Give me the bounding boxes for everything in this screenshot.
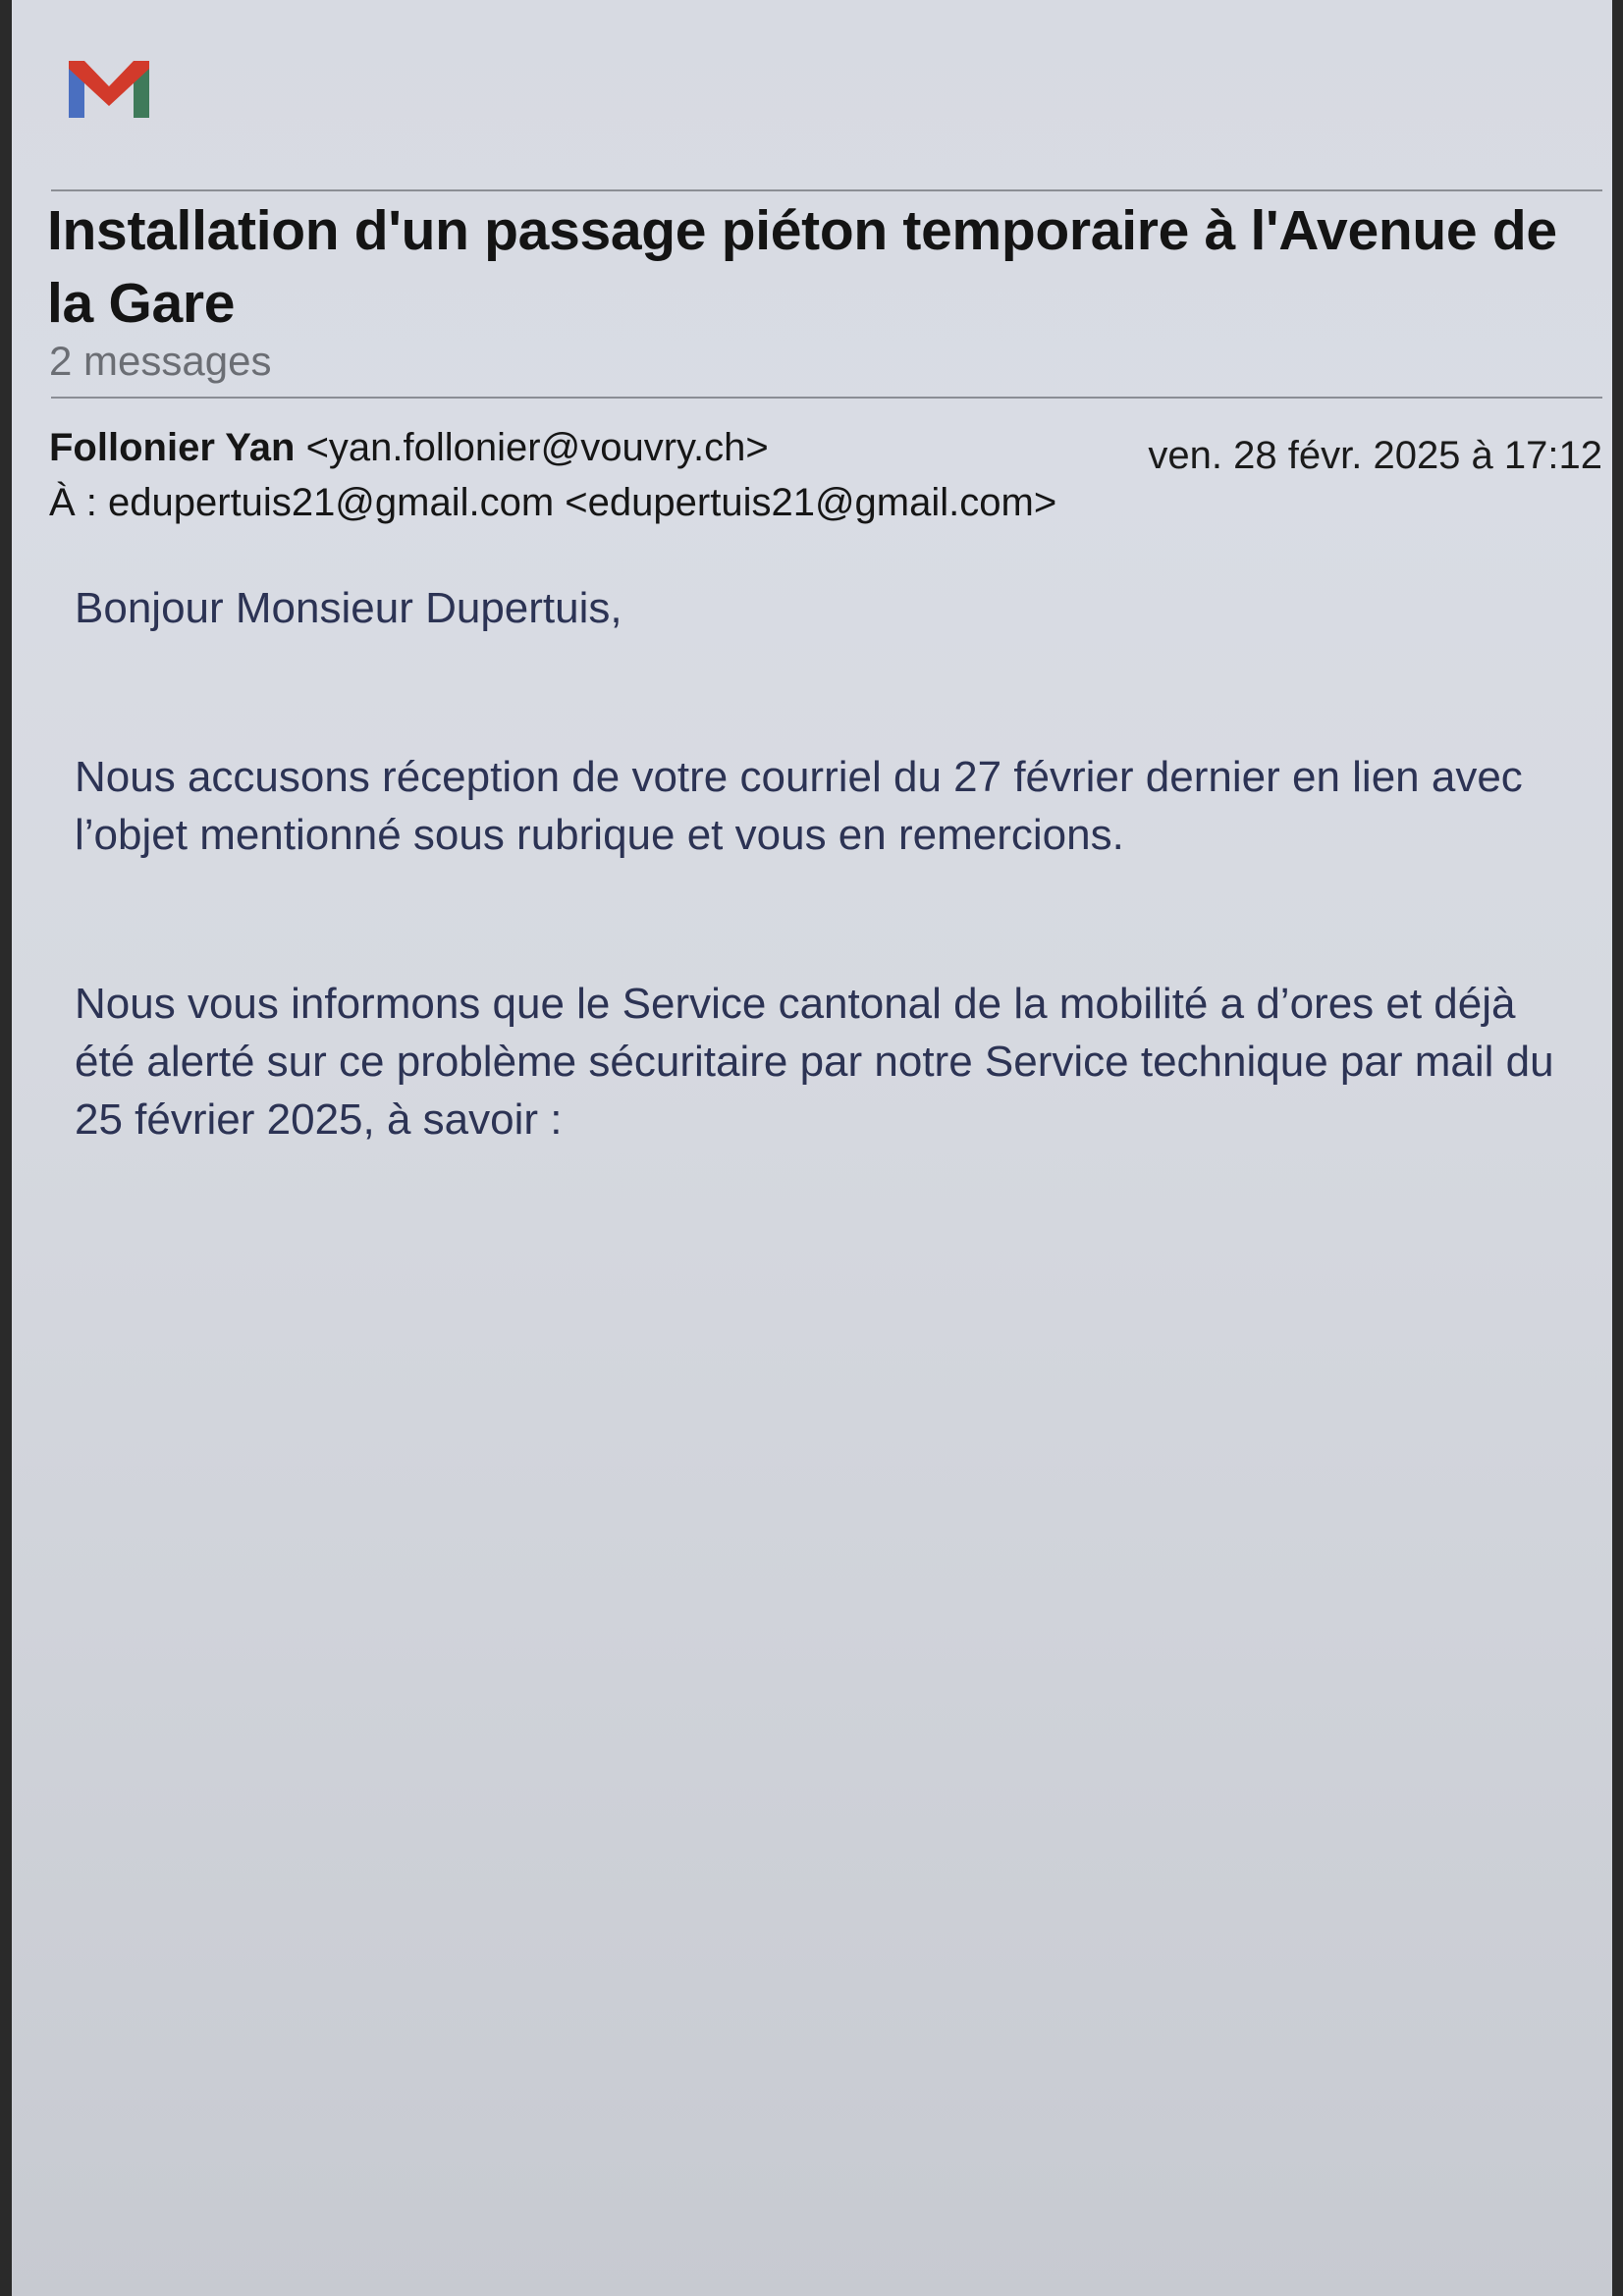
recipient-line: À : edupertuis21@gmail.com <edupertuis21@gmail.com> [49,481,1057,524]
header-divider [51,189,1602,191]
message-date: ven. 28 févr. 2025 à 17:12 [1148,434,1602,477]
gmail-icon [63,51,155,124]
sender-line [49,424,769,471]
body-paragraph-2: Nous vous informons que le Service cantonal de la mobilité a d’ores et déjà été alerté sur ce problème sécuritaire par notre Service technique par mail du 25 février 2025, à savoir : [75,980,1554,1144]
sender-email: <yan.follonier@vouvry.ch> [305,426,769,469]
thread-divider [51,397,1602,399]
email-printout [12,0,1612,2296]
message-count: 2 messages [49,338,272,384]
message-body [75,579,1587,1148]
sender-name: Follonier Yan [49,426,296,469]
body-greeting: Bonjour Monsieur Dupertuis, [75,584,622,632]
email-subject: Installation d'un passage piéton temporaire à l'Avenue de la Gare [47,199,1557,335]
body-paragraph-1: Nous accusons réception de votre courriel du 27 février dernier en lien avec l’objet mentionné sous rubrique et vous en remercions. [75,753,1523,859]
